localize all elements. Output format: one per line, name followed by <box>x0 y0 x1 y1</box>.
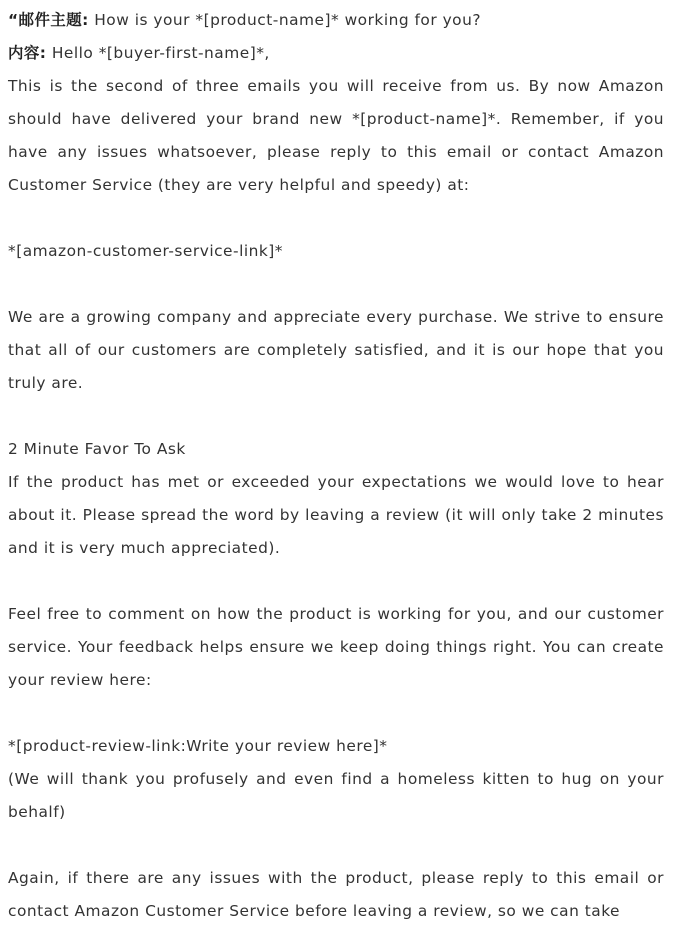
customer-service-link-placeholder: *[amazon-customer-service-link]* <box>8 242 284 260</box>
review-request-paragraph: If the product has met or exceeded your expectations we would love to hear about it. Please spread the word by leaving a review (it will only take 2 minutes and it is very much appreciated). <box>8 473 664 557</box>
blank-line <box>8 202 664 235</box>
kitten-note: (We will thank you profusely and even find a homeless kitten to hug on your behalf) <box>8 770 664 821</box>
subject-line <box>8 4 664 37</box>
blank-line <box>8 697 664 730</box>
review-link-placeholder: *[product-review-link:Write your review here]* <box>8 737 388 755</box>
blank-line <box>8 400 664 433</box>
content-label: 内容: <box>8 44 47 62</box>
intro-paragraph: This is the second of three emails you will receive from us. By now Amazon should have delivered your brand new *[product-name]*. Remember, if you have any issues whatsoever, please reply to this email or contact Amazon Customer Service (they are very helpful and speedy) at: <box>8 77 664 194</box>
feedback-paragraph: Feel free to comment on how the product is working for you, and our customer service. Your feedback helps ensure we keep doing things right. You can create your review here: <box>8 605 664 689</box>
blank-line <box>8 565 664 598</box>
favor-heading: 2 Minute Favor To Ask <box>8 440 186 458</box>
subject-label: “邮件主题: <box>8 11 89 29</box>
blank-line <box>8 829 664 862</box>
blank-line <box>8 268 664 301</box>
greeting-text: Hello *[buyer-first-name]*, <box>46 44 270 62</box>
closing-paragraph: Again, if there are any issues with the product, please reply to this email or contact Amazon Customer Service before leaving a review, so we can take <box>8 869 664 920</box>
subject-text: How is your *[product-name]* working for you? <box>88 11 482 29</box>
content-line <box>8 37 664 70</box>
growing-company-paragraph: We are a growing company and appreciate every purchase. We strive to ensure that all of our customers are completely satisfied, and it is our hope that you truly are. <box>8 308 664 392</box>
